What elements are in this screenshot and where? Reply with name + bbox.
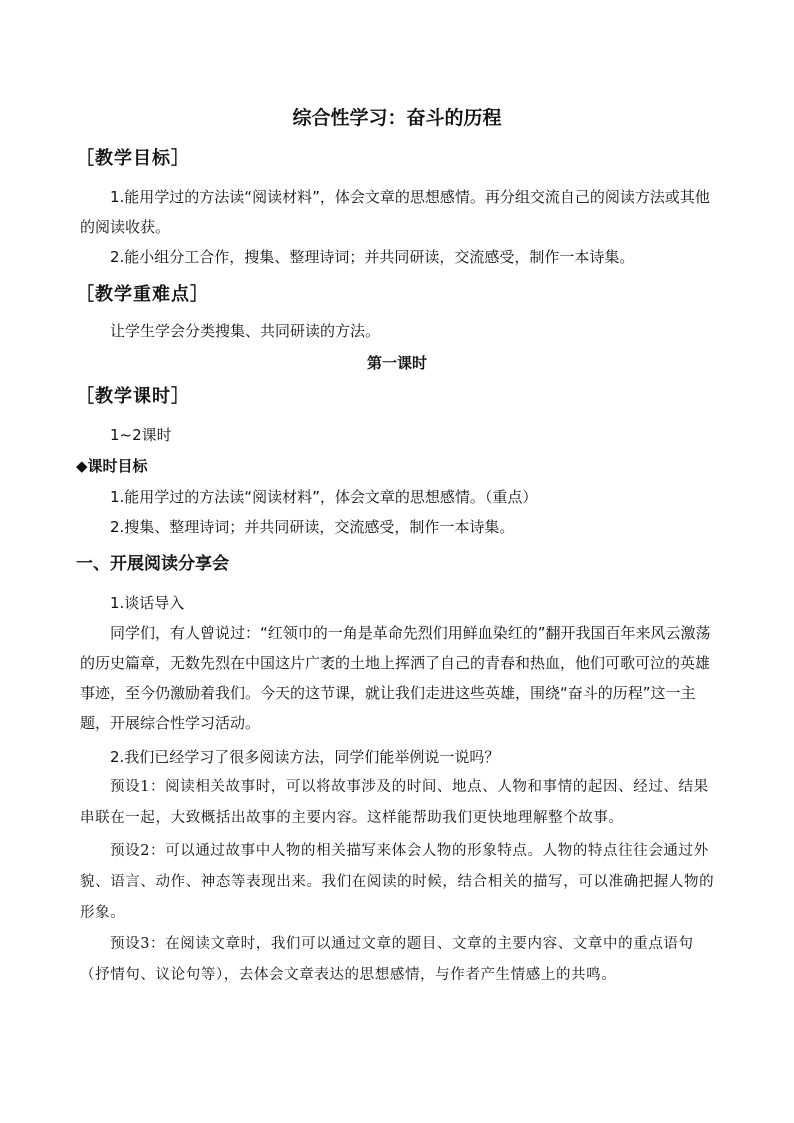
preset-3: 预设3：在阅读文章时，我们可以通过文章的题目、文章的主要内容、文章中的重点语句（抒情句、议论句等），去体会文章表达的思想感情，与作者产生情感上的共鸣。 — [80, 936, 694, 983]
lesson-goals-item-2: 2.搜集、整理诗词；并共同研读，交流感受，制作一本诗集。 — [110, 518, 515, 536]
section-1-step-1: 1.谈话导入 — [110, 594, 185, 612]
page-title: 综合性学习：奋斗的历程 — [292, 107, 502, 129]
goals-item-1: 1.能用学过的方法读“阅读材料”，体会文章的思想感情。再分组交流自己的阅读方法或其他的阅读收获。 — [80, 188, 710, 236]
goals-item-2: 2.能小组分工合作，搜集、整理诗词；并共同研读，交流感受，制作一本诗集。 — [110, 248, 635, 266]
section-1-heading: 一、开展阅读分享会 — [76, 554, 229, 574]
lesson-one-label: 第一课时 — [366, 354, 427, 372]
section-1-step-2: 2.我们已经学习了很多阅读方法，同学们能举例说一说吗？ — [110, 748, 500, 766]
preset-2: 预设2：可以通过故事中人物的相关描写来体会人物的形象特点。人物的特点往往会通过外貌、语言、动作、神态等表现出来。我们在阅读的时候，结合相关的描写，可以准确把握人物的形象。 — [80, 843, 715, 921]
lesson-goals-item-1: 1.能用学过的方法读“阅读材料”，体会文章的思想感情。（重点） — [110, 488, 538, 506]
hours-text: 1~2课时 — [110, 426, 172, 444]
key-points-text: 让学生学会分类搜集、共同研读的方法。 — [110, 322, 381, 340]
preset-1: 预设1：阅读相关故事时，可以将故事涉及的时间、地点、人物和事情的起因、经过、结果串联在一起，大致概括出故事的主要内容。这样能帮助我们更快地理解整个故事。 — [80, 779, 709, 826]
section-1-intro: 同学们，有人曾说过：“红领巾的一角是革命先烈们用鲜血染红的”翻开我国百年来风云激荡的历史篇章，无数先烈在中国这片广袤的土地上挥洒了自己的青春和热血，他们可歌可泣的英雄事迹，至今仍激励着我们。今天的这节课，就让我们走进这些英雄，围绕“奋斗的历程”这一主题，开展综合性学习活动。 — [80, 624, 711, 732]
lesson-goals-heading: ◆课时目标 — [76, 457, 148, 475]
key-points-heading: ［教学重难点］ — [76, 284, 209, 305]
hours-heading: ［教学课时］ — [76, 386, 190, 407]
goals-heading: ［教学目标］ — [76, 148, 190, 169]
